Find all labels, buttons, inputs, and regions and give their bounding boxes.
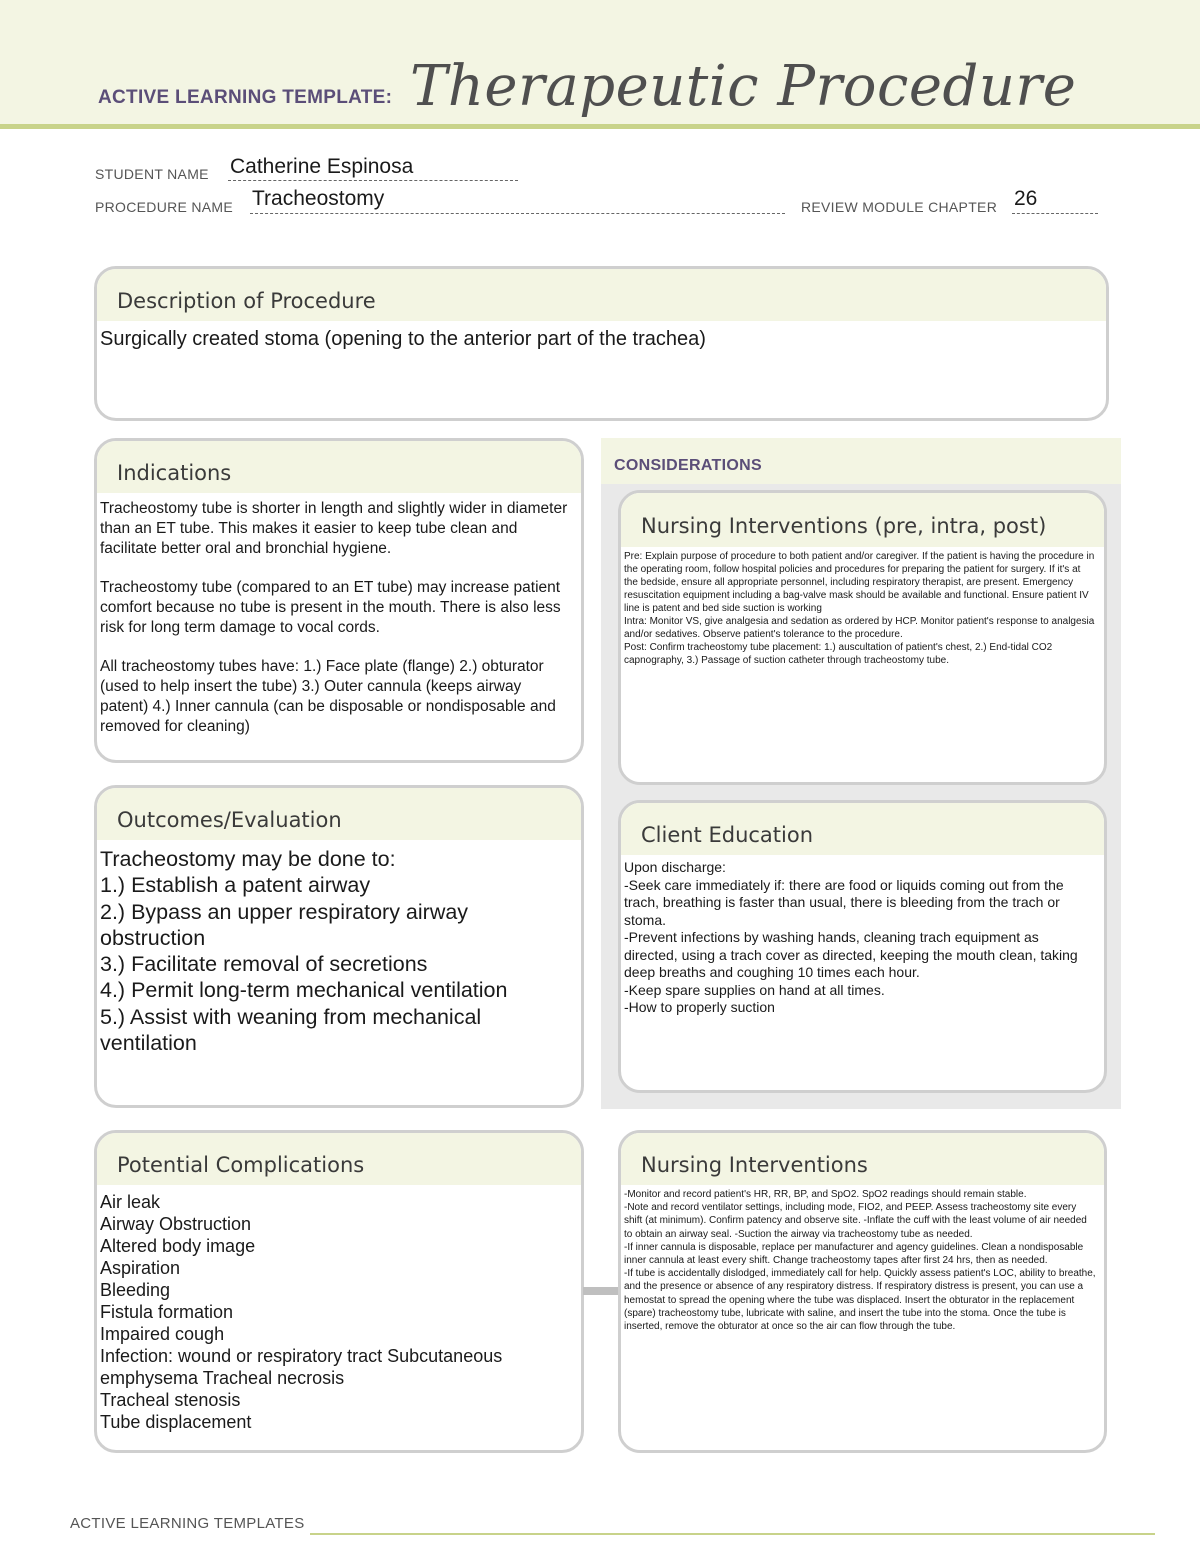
nursing-interventions-pip-box [618, 490, 1107, 785]
client-education-box [618, 800, 1107, 1093]
nursing-interventions-pip-text[interactable]: Pre: Explain purpose of procedure to both patient and/or caregiver. If the patient is having the procedure in the operating room, follow hospital policies and procedures for preparing the patient for surgery. If it's at the bedside, ensure all appropriate personnel, including respiratory therapist, are present. Emergency resuscitation equipment including a bag-valve mask should be available and functional. Ensure patient IV line is patent and bed side suction is working Intra: Monitor VS, give analgesia and sedation as ordered by HCP. Monitor patient's response to analgesia and/or sedatives. Observe patient's tolerance to the procedure. Post: Confirm tracheostomy tube placement: 1.) auscultation of patient's chest, 2.) End-tidal CO2 capnography, 3.) Passage of suction catheter through tracheostomy tube. [624, 551, 1095, 666]
complications-text[interactable]: Air leak Airway Obstruction Altered body image Aspiration Bleeding Fistula formation Impaired cough Infection: wound or respiratory tract Subcutaneous emphysema Tracheal necrosis Tracheal stenosis Tube displacement [100, 1192, 503, 1432]
student-name-line [228, 180, 518, 181]
page-title: Therapeutic Procedure [410, 54, 1077, 119]
footer-rule [310, 1533, 1155, 1535]
client-education-text[interactable]: Upon discharge: -Seek care immediately if: there are food or liquids coming out from the trach, breathing is faster than usual, there is bleeding from the trach or stoma. -Prevent infections by washing hands, cleaning trach equipment as directed, using a trach cover as directed, keeping the mouth clean, taking deep breaths and coughing 10 times each hour. -Keep spare supplies on hand at all times. -How to properly suction [624, 859, 1078, 1015]
connector-bar [583, 1287, 620, 1295]
review-module-label: REVIEW MODULE CHAPTER [801, 199, 998, 215]
client-education-heading: Client Education [621, 803, 1104, 855]
procedure-name-line [250, 213, 785, 214]
procedure-name-field[interactable]: Tracheostomy [252, 187, 385, 210]
complications-box [94, 1130, 584, 1453]
outcomes-text[interactable]: Tracheostomy may be done to: 1.) Establish a patent airway 2.) Bypass an upper respiratory airway obstruction 3.) Facilitate removal of secretions 4.) Permit long-term mechanical ventilation 5.) Assist with weaning from mechanical ventilation [100, 847, 508, 1056]
nursing-interventions-heading: Nursing Interventions [621, 1133, 1104, 1185]
description-box [94, 266, 1109, 421]
review-module-line [1012, 213, 1098, 214]
indications-heading: Indications [97, 441, 581, 493]
header-rule [0, 124, 1200, 129]
review-module-field[interactable]: 26 [1014, 187, 1038, 210]
considerations-title: CONSIDERATIONS [614, 457, 762, 474]
footer-label: ACTIVE LEARNING TEMPLATES [70, 1515, 305, 1532]
complications-heading: Potential Complications [97, 1133, 581, 1185]
student-name-label: STUDENT NAME [95, 166, 209, 182]
nursing-interventions-pip-heading: Nursing Interventions (pre, intra, post) [621, 493, 1104, 547]
nursing-interventions-box [618, 1130, 1107, 1453]
student-name-field[interactable]: Catherine Espinosa [230, 155, 414, 178]
procedure-name-label: PROCEDURE NAME [95, 199, 233, 215]
nursing-interventions-text[interactable]: -Monitor and record patient's HR, RR, BP, and SpO2. SpO2 readings should remain stable. -Note and record ventilator settings, including mode, FIO2, and PEEP. Assess tracheostomy site every shift (at minimum). Confirm patency and observe site. -Inflate the cuff with the least volume of air needed to obtain an airway seal. -Suction the airway via tracheostomy tube as needed. -If inner cannula is disposable, replace per manufacturer and agency guidelines. Clean a nondisposable inner cannula at least every shift. Change tracheostomy tapes after first 24 hrs, then as needed. -If tube is accidentally dislodged, immediately call for help. Quickly assess patient's LOC, ability to breathe, and the presence or absence of any respiratory distress. If respiratory distress is present, you can use a hemostat to spread the opening where the tube was displaced. Insert the obturator in the replacement (spare) tracheostomy tube, lubricate with saline, and insert the tube into the stoma. Once the tube is inserted, remove the obturator at once so the air can flow through the tube. [624, 1189, 1096, 1333]
outcomes-heading: Outcomes/Evaluation [97, 788, 581, 840]
description-heading: Description of Procedure [97, 269, 1106, 321]
template-label: ACTIVE LEARNING TEMPLATE: [98, 87, 393, 108]
outcomes-box [94, 785, 584, 1108]
indications-text[interactable]: Tracheostomy tube is shorter in length and slightly wider in diameter than an ET tube. This makes it easier to keep tube clean and facilitate better oral and bronchial hygiene. Tracheostomy tube (compared to an ET tube) may increase patient comfort because no tube is present in the mouth. There is also less risk for long term damage to vocal cords. All tracheostomy tubes have: 1.) Face plate (flange) 2.) obturator (used to help insert the tube) 3.) Outer cannula (keeps airway patent) 4.) Inner cannula (can be disposable or nondisposable and removed for cleaning) [100, 500, 568, 735]
indications-box [94, 438, 584, 763]
description-text[interactable]: Surgically created stoma (opening to the anterior part of the trachea) [100, 328, 706, 350]
